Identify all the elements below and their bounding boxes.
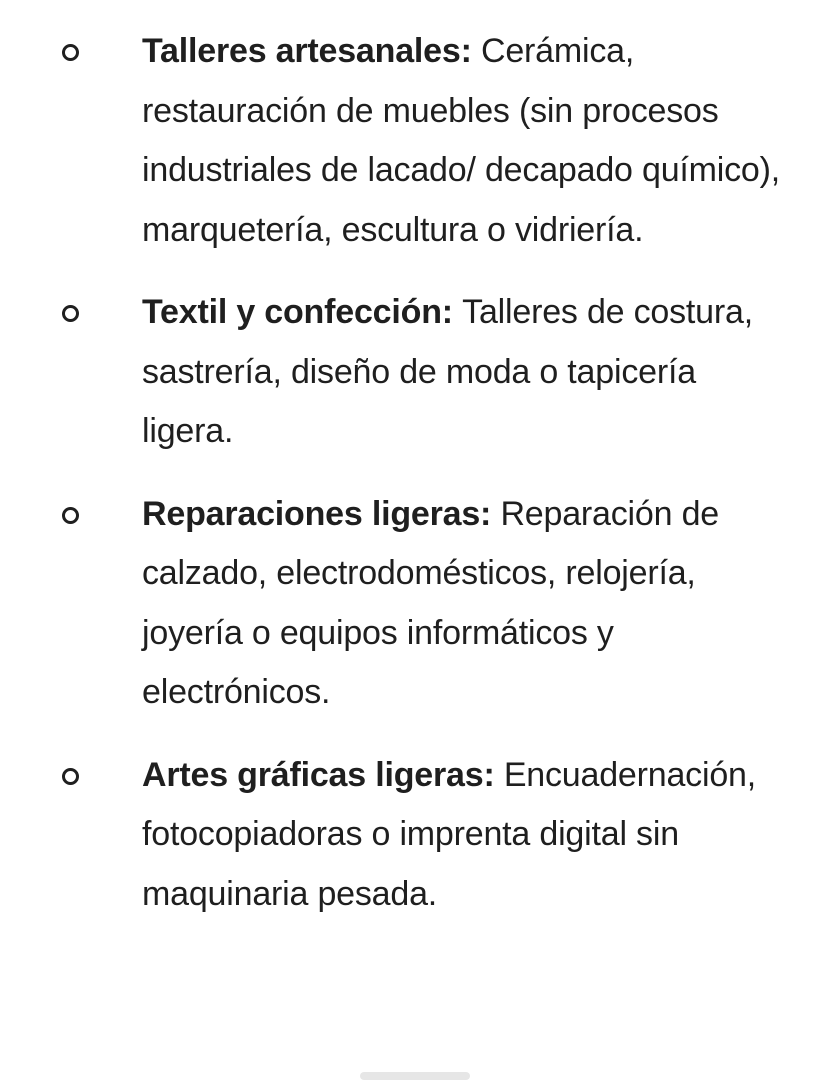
scroll-handle[interactable] [360,1072,470,1080]
list-item [0,283,829,462]
circle-bullet-icon [62,44,79,61]
sector-list [0,22,829,947]
list-item [0,485,829,723]
item-term: Textil y confección: [142,293,463,331]
item-description: Reparación de calzado, electrodomésticos, relojería, joyería o equipos informáticos y electrónicos. [142,494,719,711]
item-term: Talleres artesanales: [142,32,481,70]
item-description: Talleres de costura, sastrería, diseño de moda o tapicería ligera. [142,293,753,450]
item-description: Encuadernación, fotocopiadoras o imprenta digital sin maquinaria pesada. [142,755,756,913]
item-term: Reparaciones ligeras: [142,494,501,533]
list-item [0,746,829,925]
list-item [0,22,829,260]
circle-bullet-icon [62,305,79,322]
circle-bullet-icon [62,507,79,524]
item-description: Cerámica, restauración de muebles (sin procesos industriales de lacado/ decapado químico), marquetería, escultura o vidriería. [142,32,780,249]
circle-bullet-icon [62,768,79,785]
item-term: Artes gráficas ligeras: [142,755,504,794]
